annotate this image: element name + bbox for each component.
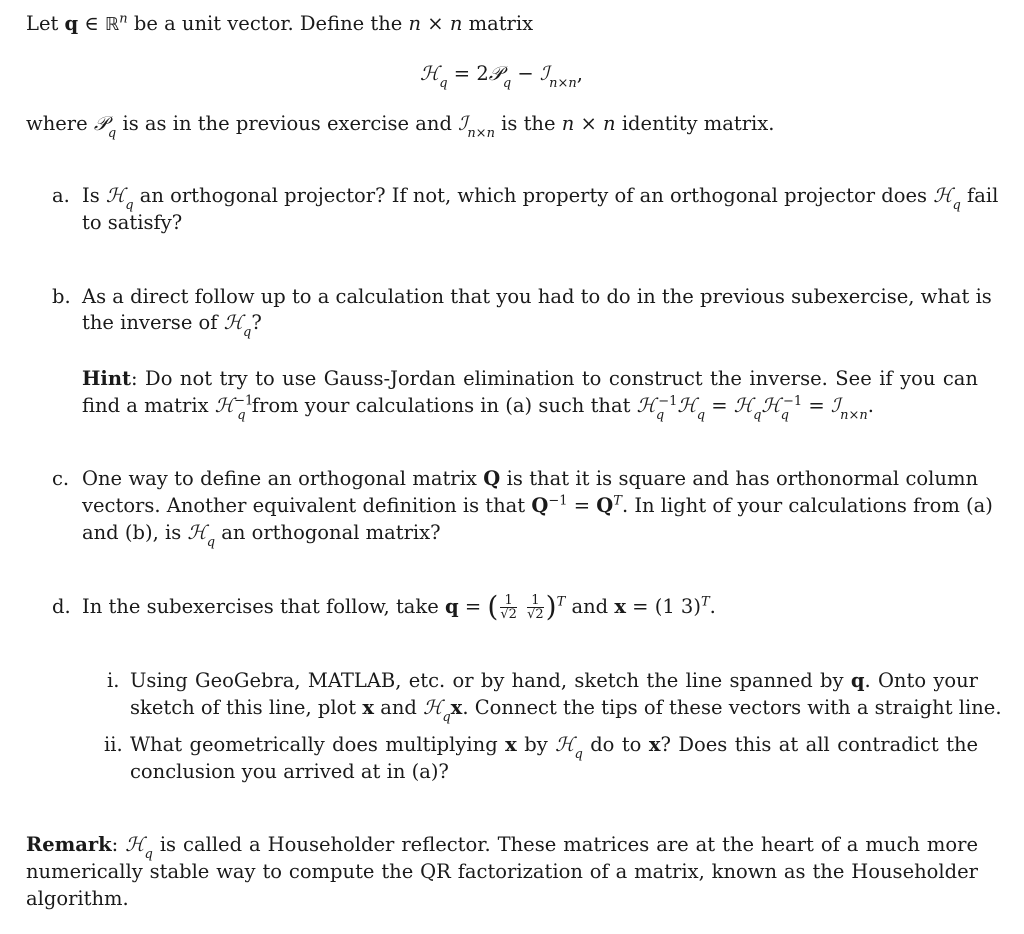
item-c-line1 — [82, 465, 978, 493]
item-b-marker: b. — [52, 285, 71, 308]
where-w1: where — [26, 112, 88, 135]
d-lparen: ( — [487, 590, 499, 623]
d-rparen: ) — [545, 590, 557, 623]
ii-H: ℋ — [555, 733, 575, 756]
d-t1: In the subexercises that follow, take — [82, 595, 439, 618]
d-qT: T — [556, 594, 566, 610]
d-frac2: $\frac{1}{√2}$ — [527, 593, 544, 622]
hint-eq-3-sub: q — [753, 407, 762, 423]
i-l2c: . Connect the tips of these vectors with a straight line. — [462, 696, 1002, 719]
b-H: ℋ — [223, 311, 243, 334]
i-q: q — [850, 669, 865, 692]
i-l2a: sketch of this line, plot — [130, 696, 357, 719]
display-equation — [420, 60, 583, 91]
hint-Hinv: ℋ — [214, 394, 235, 417]
intro-rest: be a unit vector. Define the — [133, 12, 403, 35]
intro-q: q — [64, 12, 79, 35]
where-w4: identity matrix. — [621, 112, 775, 135]
eq-equals: = 2 — [447, 62, 489, 85]
hint-h3: from your calculations in (a) such that — [251, 394, 631, 417]
sub-ii-line1 — [130, 731, 979, 762]
where-w3: is the — [501, 112, 556, 135]
c-t6: an orthogonal matrix? — [221, 521, 441, 544]
hint-eq-I-sub: n×n — [840, 407, 868, 423]
hint-eq-1-sup: −1 — [658, 393, 678, 409]
d-xT: T — [700, 594, 710, 610]
remark-line2: numerically stable way to compute the QR factorization of a matrix, known as the Householder — [26, 860, 978, 883]
sub-ii-marker: ii. — [104, 733, 123, 756]
b-t2: the inverse of — [82, 311, 218, 334]
c-QT: Q — [596, 494, 614, 517]
d-x: x — [614, 595, 626, 618]
item-c-marker: c. — [52, 467, 70, 490]
item-c-line2: vectors. Another equivalent definition is that $Q^{-1} = Q^T$. In light of your calculations from (a) — [82, 493, 993, 517]
item-d-line1: In the subexercises that follow, take q = ( $\frac{1}{√2}$ $\frac{1}{√2}$ )$^T$ and x = (1 3)$^T$. — [82, 590, 716, 623]
ii-l1b: by — [524, 733, 548, 756]
item-b-line1: As a direct follow up to a calculation that you had to do in the previous subexercise, what is — [82, 285, 992, 308]
hint-eq-4-sub: q — [780, 407, 789, 423]
d-and: and — [571, 595, 609, 618]
hint-h1: : Do not try to use Gauss-Jordan elimination to construct the inverse. See if you can — [131, 367, 978, 390]
where-P-sub: q — [107, 125, 117, 141]
c-t2: is that it is square and has orthonormal column — [506, 467, 978, 490]
hint-eq-3: ℋ — [733, 394, 754, 417]
i-H: ℋ — [423, 696, 443, 719]
i-Hx: x — [450, 696, 463, 719]
sub-i-line2 — [130, 694, 1002, 725]
remark-colon: : — [111, 833, 126, 856]
i-l2b: and — [380, 696, 417, 719]
a-H2: ℋ — [933, 184, 953, 207]
i-l1: Using GeoGebra, MATLAB, etc. or by hand, sketch the line spanned by — [130, 669, 844, 692]
intro-line — [26, 10, 533, 39]
c-t4: In light of your calculations from (a) — [634, 494, 993, 517]
where-P: 𝒫 — [93, 112, 108, 135]
c-H: ℋ — [187, 521, 207, 544]
hint-h2: find a matrix — [82, 394, 209, 417]
i-l1-end: . Onto your — [864, 669, 978, 692]
c-QT-sup: T — [613, 493, 622, 509]
c-Qinv: Q — [531, 494, 549, 517]
sub-i-line1 — [130, 667, 978, 695]
intro-nxn: n × n — [408, 12, 463, 35]
ii-x2: x — [648, 733, 661, 756]
hint-eq-2: ℋ — [677, 394, 697, 417]
intro-R: ℝ — [105, 14, 120, 35]
hint-line1 — [82, 365, 978, 393]
b-t3: ? — [251, 311, 262, 334]
intro-in: ∈ — [84, 12, 99, 35]
eq-I: ℐ — [539, 62, 550, 85]
sub-i-marker: i. — [107, 669, 120, 692]
hint-eq-4: ℋ — [761, 394, 781, 417]
a-t1: Is — [82, 184, 100, 207]
c-t1: One way to define an orthogonal matrix — [82, 467, 477, 490]
hint-eq-1: ℋ — [636, 394, 656, 417]
eq-I-sub: n×n — [549, 75, 577, 91]
remark-line3: algorithm. — [26, 887, 129, 910]
where-nxn: n × n — [561, 112, 616, 135]
a-H: ℋ — [105, 184, 126, 207]
remark-line1 — [26, 831, 978, 862]
where-I: ℐ — [458, 112, 468, 135]
eq-minus: − — [511, 62, 540, 85]
hint-line2: find a matrix ℋ$^{-1}_q$ from your calculations in (a) such that ℋ$_q^{-1}$ℋ$_q$ = ℋ$_q$ℋ$_q^{-1}$ = ℐ$_{n\times n}$. — [82, 393, 874, 423]
eq-P: 𝒫 — [488, 62, 503, 85]
hint-eq-2-sub: q — [696, 407, 706, 423]
where-w2: is as in the previous exercise and — [122, 112, 452, 135]
hint-Hinv-sup: −1 — [234, 393, 254, 409]
sub-ii-line2: conclusion you arrived at in (a)? — [130, 760, 449, 783]
c-Q: Q — [483, 467, 501, 490]
a-t2: an orthogonal projector? If not, which property of an orthogonal projector does — [139, 184, 928, 207]
ii-x: x — [505, 733, 517, 756]
a-H-sub: q — [125, 197, 134, 213]
c-Qinv-sup: −1 — [548, 493, 568, 509]
item-a-marker: a. — [52, 184, 70, 207]
ii-l1d: ? Does this at all contradict the — [660, 733, 979, 756]
eq-H-sub: q — [439, 75, 448, 91]
ii-l1c: do to — [590, 733, 642, 756]
c-t3: vectors. Another equivalent definition is that — [82, 494, 526, 517]
hint-eq-4-sup: −1 — [783, 393, 803, 409]
intro-n-exp: n — [119, 11, 128, 27]
item-c-line3 — [82, 519, 441, 550]
hint-eq-1-sub: q — [655, 407, 665, 423]
ii-H-sub: q — [574, 746, 583, 762]
ii-l1a: What geometrically does multiplying — [130, 733, 498, 756]
where-line — [26, 110, 775, 141]
remark-H-sub: q — [144, 846, 153, 862]
d-q: q — [444, 595, 459, 618]
intro-let: Let — [26, 12, 59, 35]
remark-H: ℋ — [125, 833, 145, 856]
b-H-sub: q — [243, 324, 252, 340]
c-H-sub: q — [206, 534, 216, 550]
intro-matrix: matrix — [468, 12, 534, 35]
remark-label: Remark — [26, 833, 112, 856]
item-a-line1 — [82, 182, 999, 213]
a-H2-sub: q — [952, 197, 961, 213]
d-xvec: (1 3) — [654, 595, 701, 618]
a-t3: fail — [967, 184, 999, 207]
i-x: x — [362, 696, 374, 719]
remark-r2: is called a Householder reflector. These matrices are at the heart of a much more — [159, 833, 978, 856]
eq-P-sub: q — [502, 75, 512, 91]
hint-Hinv-sub: q — [237, 407, 246, 423]
item-b-line2 — [82, 309, 262, 340]
d-frac1: $\frac{1}{√2}$ — [500, 593, 517, 622]
eq-H: ℋ — [420, 62, 440, 85]
i-H-sub: q — [442, 709, 451, 725]
hint-label: Hint — [82, 367, 132, 390]
eq-comma: , — [576, 62, 583, 85]
where-I-sub: n×n — [467, 125, 495, 141]
hint-eq-I: ℐ — [830, 394, 841, 417]
item-d-marker: d. — [52, 595, 71, 618]
item-a-line2: to satisfy? — [82, 211, 183, 234]
c-t5: and (b), is — [82, 521, 182, 544]
